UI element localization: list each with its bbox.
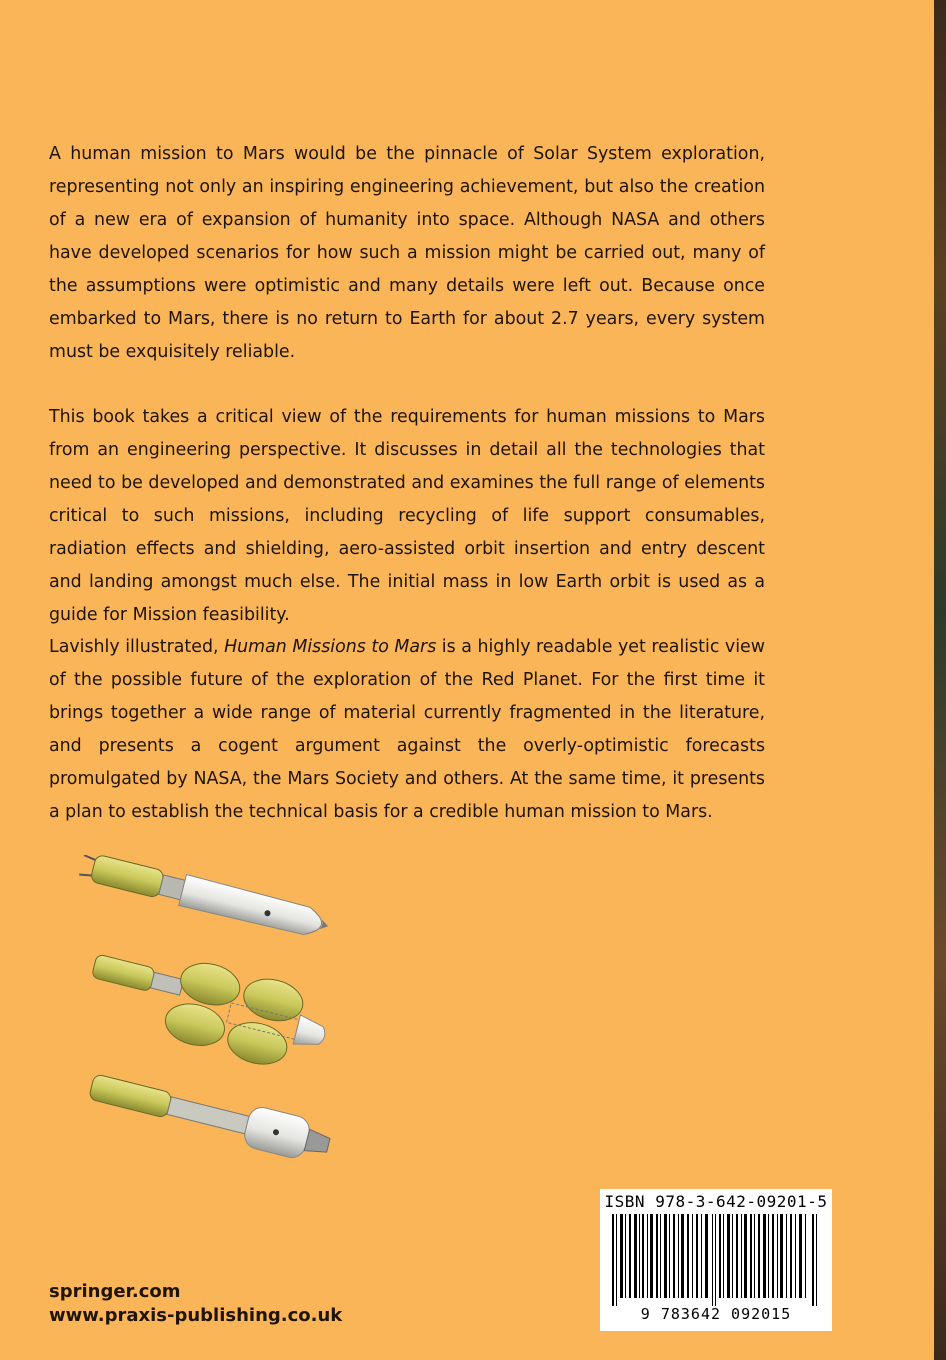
publisher-link-springer[interactable]: springer.com — [49, 1281, 181, 1302]
spine-edge — [934, 0, 946, 1360]
barcode-bars — [610, 1214, 822, 1306]
vehicle-3 — [87, 1066, 334, 1166]
paragraph-3-intro: Lavishly illustrated, — [49, 637, 225, 657]
paragraph-3-rest: is a highly readable yet realistic view of the possible future of the exploration of the Red Planet. For the first time it brings together a wide range of material currently fragmented in the literature, and presents a cogent argument against the overly-optimistic forecasts promulgated by NASA, the Mars Society and others. At the same time, it presents a plan to establish the technical basis for a credible human mission to Mars. — [49, 637, 765, 822]
publisher-link-praxis[interactable]: www.praxis-publishing.co.uk — [49, 1305, 343, 1326]
spacecraft-illustration-icon — [68, 855, 368, 1185]
barcode-digits: 9 783642 092015 — [640, 1305, 792, 1323]
isbn-barcode — [600, 1189, 832, 1331]
description-paragraph-3 — [49, 631, 765, 829]
vehicle-2 — [81, 936, 335, 1078]
vehicle-1 — [78, 855, 332, 942]
book-title-italic: Human Missions to Mars — [224, 637, 437, 657]
description-paragraph-2: This book takes a critical view of the requirements for human missions to Mars from an engineering perspective. It discusses in detail all the technologies that need to be developed and demonstrated and examines the full range of elements critical to such missions, including recycling of life support consumables, radiation effects and shielding, aero-assisted orbit insertion and entry descent and landing amongst much else. The initial mass in low Earth orbit is used as a guide for Mission feasibility. — [49, 407, 765, 625]
isbn-label: ISBN 978-3-642-09201-5 — [604, 1192, 828, 1211]
description-paragraph-1: A human mission to Mars would be the pinnacle of Solar System exploration, representing not only an inspiring engineering achievement, but also the creation of a new era of expansion of humanity into space. Although NASA and others have developed scenarios for how such a mission might be carried out, many of the assumptions were optimistic and many details were left out. Because once embarked to Mars, there is no return to Earth for about 2.7 years, every system must be exquisitely reliable. — [49, 144, 765, 362]
